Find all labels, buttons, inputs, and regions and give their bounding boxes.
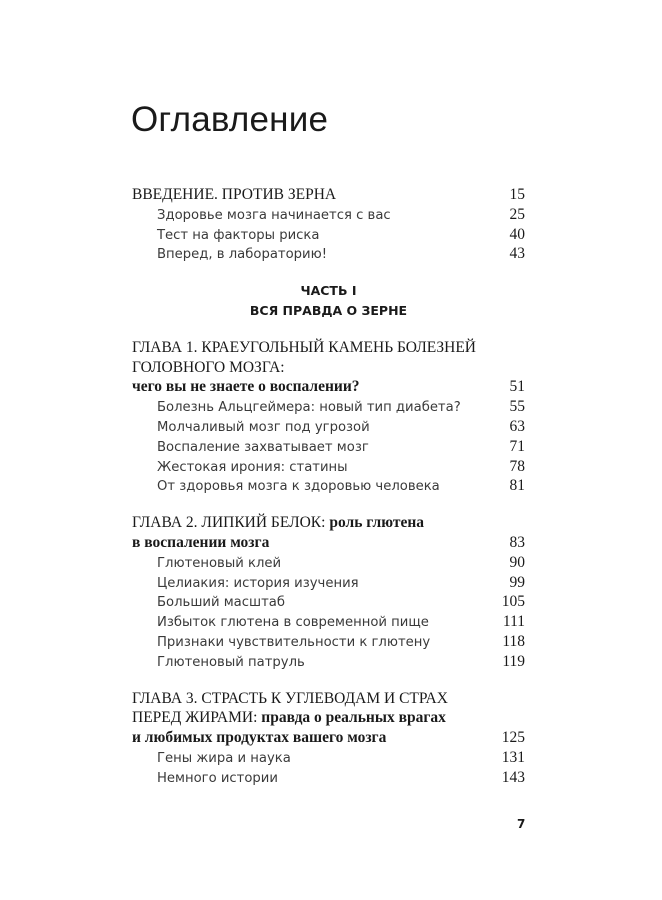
- entry-title: [132, 338, 476, 358]
- chapter-subtitle: правда о реальных врагах: [261, 709, 446, 727]
- chapter-title-caps: ГОЛОВНОГО МОЗГА:: [132, 358, 285, 376]
- entry-title: [132, 377, 360, 397]
- entry-title: Гены жира и наука: [157, 750, 291, 766]
- part-heading: ВСЯ ПРАВДА О ЗЕРНЕ: [249, 302, 408, 318]
- entry-page-number: 55: [509, 398, 525, 416]
- chapter-subtitle: роль глютена: [329, 514, 425, 532]
- toc-subentry[interactable]: [132, 397, 525, 417]
- entry-title: Тест на факторы риска: [157, 227, 320, 243]
- entry-title: Жестокая ирония: статины: [157, 459, 348, 475]
- entry-page-number: 78: [509, 457, 525, 475]
- chapter-title-caps: ПЕРЕД ЖИРАМИ:: [132, 709, 262, 727]
- spacer: [132, 496, 525, 513]
- entry-title: [132, 533, 269, 553]
- entry-title: [132, 689, 448, 709]
- entry-title: [132, 728, 386, 748]
- toc-subentry[interactable]: [132, 612, 525, 632]
- entry-title: Немного истории: [157, 770, 278, 786]
- entry-page-number: 118: [502, 632, 525, 650]
- chapter-title-caps: ГЛАВА 2. ЛИПКИЙ БЕЛОК:: [132, 514, 330, 532]
- entry-title: От здоровья мозга к здоровью человека: [157, 479, 440, 495]
- chapter-title-caps: ГЛАВА 3. СТРАСТЬ К УГЛЕВОДАМ И СТРАХ: [132, 689, 448, 707]
- toc-subentry[interactable]: [132, 225, 525, 245]
- toc-subentry[interactable]: [132, 573, 525, 593]
- toc-subentry[interactable]: [132, 652, 525, 672]
- toc-entry[interactable]: [132, 338, 525, 358]
- toc-entry[interactable]: [132, 533, 525, 553]
- entry-page-number: 105: [501, 593, 525, 611]
- entry-page-number: 81: [509, 477, 525, 495]
- entry-page-number: 83: [509, 533, 525, 551]
- entry-page-number: 111: [502, 613, 525, 631]
- toc-subentry[interactable]: [132, 748, 525, 768]
- toc-subentry[interactable]: [132, 457, 525, 477]
- toc-entry[interactable]: [132, 377, 525, 397]
- entry-page-number: 15: [509, 186, 525, 203]
- part-heading: ЧАСТЬ I: [300, 283, 357, 299]
- toc-subentry[interactable]: [132, 437, 525, 457]
- page-title: Оглавление: [131, 100, 329, 139]
- toc-subentry[interactable]: [132, 205, 525, 225]
- table-of-contents: [132, 185, 525, 788]
- toc-entry[interactable]: [132, 689, 525, 709]
- entry-title: Избыток глютена в современной пище: [157, 615, 429, 631]
- entry-title: [132, 708, 446, 728]
- toc-subentry[interactable]: [132, 768, 525, 788]
- entry-page-number: 99: [509, 573, 525, 591]
- toc-entry[interactable]: [132, 728, 525, 748]
- entry-page-number: 51: [509, 378, 525, 396]
- entry-title: Целиакия: история изучения: [157, 575, 359, 591]
- entry-page-number: 63: [509, 417, 525, 435]
- entry-page-number: 43: [509, 245, 525, 263]
- toc-entry[interactable]: [132, 358, 525, 378]
- entry-title: [132, 513, 424, 533]
- toc-subentry[interactable]: [132, 244, 525, 264]
- entry-title: ВВЕДЕНИЕ. ПРОТИВ ЗЕРНА: [132, 186, 337, 203]
- entry-title: Глютеновый клей: [157, 555, 282, 571]
- entry-page-number: 125: [501, 729, 525, 747]
- entry-title: [132, 358, 285, 378]
- entry-page-number: 90: [509, 553, 525, 571]
- chapter-subtitle: в воспалении мозга: [132, 533, 270, 551]
- toc-subentry[interactable]: [132, 476, 525, 496]
- entry-title: Признаки чувствительности к глютену: [157, 634, 431, 650]
- entry-title: Воспаление захватывает мозг: [157, 439, 369, 455]
- toc-subentry[interactable]: [132, 632, 525, 652]
- toc-subentry[interactable]: [132, 553, 525, 573]
- chapter-subtitle: и любимых продуктах вашего мозга: [132, 729, 387, 747]
- toc-subentry[interactable]: [132, 592, 525, 612]
- chapter-subtitle: чего вы не знаете о воспалении?: [132, 378, 360, 396]
- spacer: [132, 321, 525, 338]
- entry-title: Болезнь Альцгеймера: новый тип диабета?: [157, 400, 461, 416]
- page-number: 7: [517, 817, 526, 831]
- entry-page-number: 131: [501, 748, 525, 766]
- entry-title: Здоровье мозга начинается с вас: [157, 207, 391, 223]
- entry-title: Молчаливый мозг под угрозой: [157, 419, 370, 435]
- chapter-title-caps: ГЛАВА 1. КРАЕУГОЛЬНЫЙ КАМЕНЬ БОЛЕЗНЕЙ: [132, 338, 476, 356]
- spacer: [132, 264, 525, 281]
- entry-page-number: 25: [509, 205, 525, 223]
- spacer: [132, 672, 525, 689]
- toc-subentry[interactable]: [132, 417, 525, 437]
- toc-entry[interactable]: [132, 708, 525, 728]
- entry-page-number: 71: [509, 437, 525, 455]
- entry-title: Вперед, в лабораторию!: [157, 247, 327, 263]
- entry-title: Больший масштаб: [157, 595, 285, 611]
- entry-title: Глютеновый патруль: [157, 654, 305, 670]
- entry-page-number: 143: [501, 768, 525, 786]
- entry-page-number: 119: [502, 652, 525, 670]
- entry-page-number: 40: [509, 225, 525, 243]
- toc-entry[interactable]: [132, 185, 525, 205]
- toc-entry[interactable]: [132, 513, 525, 533]
